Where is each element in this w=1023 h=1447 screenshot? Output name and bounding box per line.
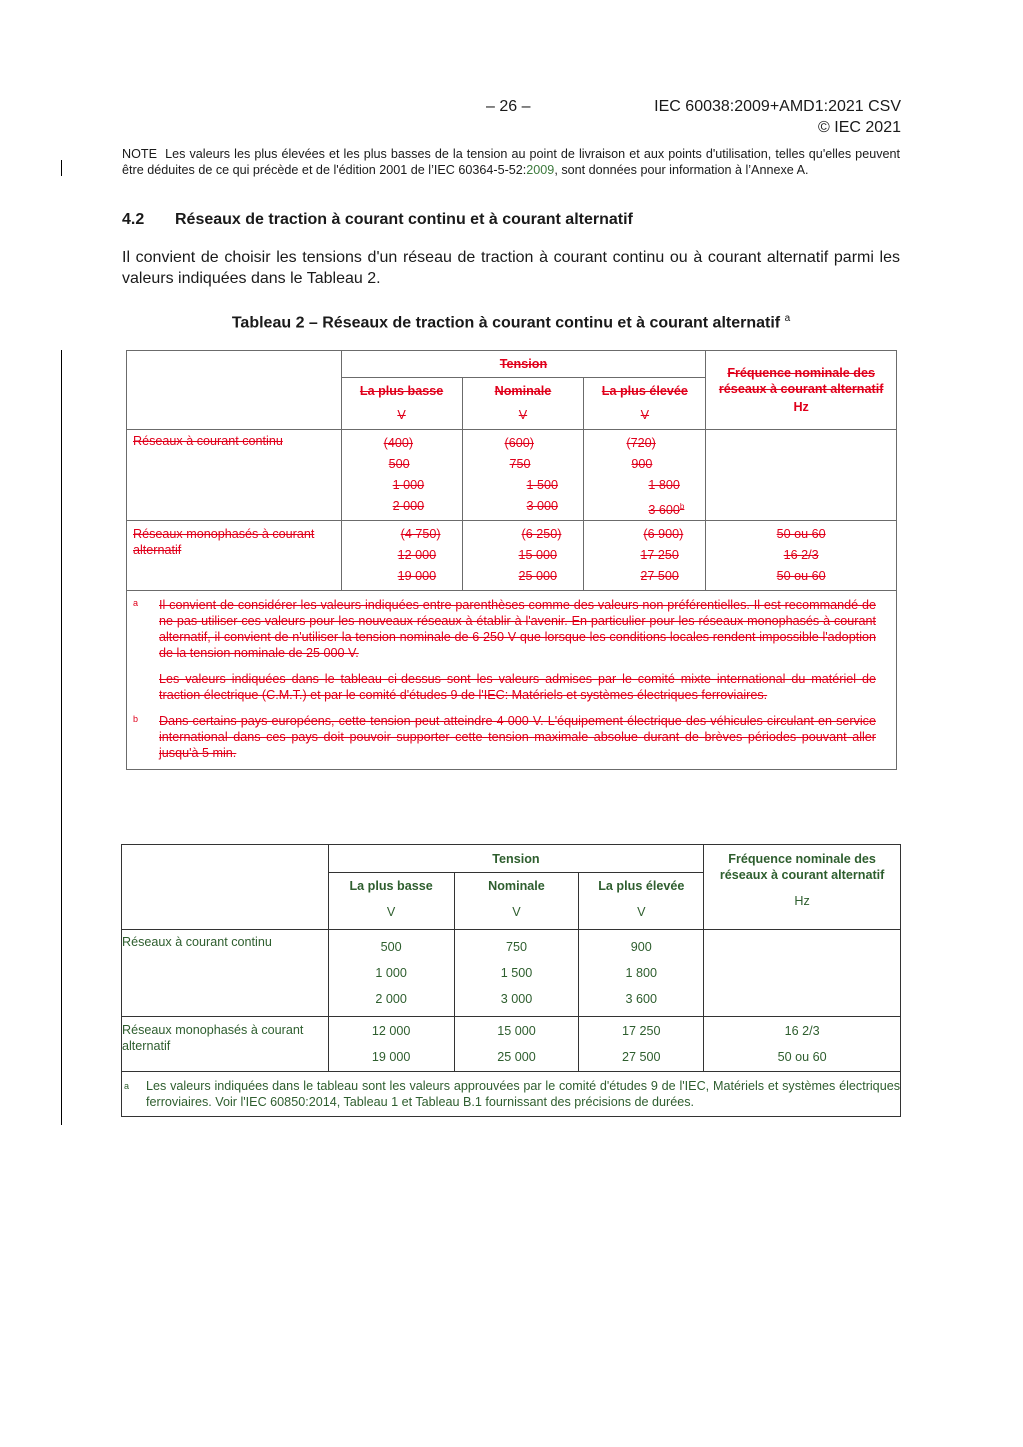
new-footnote bbox=[122, 1072, 901, 1117]
col-low-label: La plus basse bbox=[349, 879, 433, 893]
frequency-header-label: Fréquence nominale des réseaux à courant alternatif bbox=[719, 852, 885, 882]
value: (600) bbox=[504, 436, 534, 450]
unit-v: V bbox=[397, 408, 406, 422]
footnote-text: Dans certains pays européens, cette tension peut atteindre 4 000 V. L'équipement électrique des véhicules circulant en service international dans ces pays doit pouvoir supporter cette tension maximale absolue durant de brèves périodes pouvant aller jusqu'à 5 min. bbox=[159, 714, 876, 760]
table-row bbox=[122, 930, 901, 1017]
section-number: 4.2 bbox=[122, 211, 145, 228]
col-nom-label: Nominale bbox=[488, 879, 545, 893]
value: 1 500 bbox=[500, 966, 533, 980]
note-label: NOTE bbox=[122, 147, 157, 161]
row1-nom-cell bbox=[462, 430, 584, 521]
footnote-mark: a bbox=[133, 598, 139, 608]
value: (720) bbox=[626, 436, 656, 450]
footnote-text: Les valeurs indiquées dans le tableau sont les valeurs approuvées par le comité d'études 9 de l'IEC, Matériels et systèmes électriques ferroviaires. Voir l'IEC 60850:2014, Tableau 1 et Tableau B.1 fournissant des précisions de durées. bbox=[146, 1079, 900, 1109]
col-low-label: La plus basse bbox=[359, 384, 444, 398]
tension-header: Tension bbox=[328, 845, 703, 873]
table-caption-text: Tableau 2 – Réseaux de traction à courant continu et à courant alternatif bbox=[231, 314, 781, 332]
value: 1 000 bbox=[375, 966, 407, 980]
value: 15 000 bbox=[497, 1024, 536, 1038]
value: 3 600 bbox=[648, 503, 680, 518]
footnote-mark: a bbox=[124, 1081, 130, 1091]
row2-low-cell bbox=[328, 1017, 454, 1072]
col-nom-label: Nominale bbox=[494, 384, 552, 398]
new-table bbox=[121, 844, 901, 1117]
row1-high-cell bbox=[579, 930, 704, 1017]
table-row bbox=[127, 521, 897, 591]
footnote-text: Les valeurs indiquées dans le tableau ci-dessus sont les valeurs admises par le comité mixte international du matériel de traction électrique (C.M.T.) et par le comité d'études 9 de l'IEC: Matériels et systèmes électriques ferroviaires. bbox=[159, 672, 876, 702]
note-text: Les valeurs les plus élevées et les plus basses de la tension au point de livraison et aux points d'utilisation, telles qu'elles peuvent être déduites de ce qui précède et de l'édition 2001 de l’IEC 60364-5-52: bbox=[122, 147, 901, 177]
footnote-a bbox=[133, 597, 876, 661]
page-number: – 26 – bbox=[486, 98, 531, 115]
value: 2 000 bbox=[375, 992, 407, 1006]
value: 25 000 bbox=[497, 1050, 536, 1064]
row-label-dc: Réseaux à courant continu bbox=[122, 930, 329, 1017]
value: 16 2/3 bbox=[783, 548, 819, 562]
value: 50 ou 60 bbox=[776, 569, 826, 583]
row2-nom-cell bbox=[462, 521, 584, 591]
frequency-header bbox=[706, 351, 897, 430]
unit-v: V bbox=[640, 408, 650, 422]
deleted-table bbox=[126, 350, 897, 770]
value: 900 bbox=[630, 940, 652, 954]
frequency-header-label: Fréquence nominale des réseaux à courant alternatif bbox=[718, 366, 884, 396]
value: 17 250 bbox=[622, 1024, 661, 1038]
row2-freq-cell bbox=[704, 1017, 901, 1072]
row1-freq-cell bbox=[706, 430, 897, 521]
row2-low-cell bbox=[341, 521, 462, 591]
value: 1 800 bbox=[648, 478, 680, 492]
section-heading bbox=[122, 211, 633, 229]
row1-low-cell bbox=[328, 930, 454, 1017]
row-label-ac: Réseaux monophasés à courant alternatif bbox=[127, 521, 342, 591]
col-high-label: La plus élevée bbox=[598, 879, 685, 893]
value: 3 000 bbox=[526, 499, 559, 513]
value: (6 900) bbox=[643, 527, 684, 541]
empty-header-cell bbox=[122, 845, 329, 930]
empty-header-cell bbox=[127, 351, 342, 430]
change-bar-table bbox=[61, 350, 62, 1125]
value: 15 000 bbox=[518, 548, 558, 562]
row1-nom-cell bbox=[454, 930, 579, 1017]
row2-nom-cell bbox=[454, 1017, 579, 1072]
value: 19 000 bbox=[397, 569, 437, 583]
row2-high-cell bbox=[579, 1017, 704, 1072]
unit-hz: Hz bbox=[794, 894, 810, 908]
deleted-footnotes bbox=[127, 591, 897, 770]
table-caption-mark: a bbox=[784, 313, 791, 324]
value: 1 500 bbox=[526, 478, 559, 492]
value: (400) bbox=[383, 436, 414, 450]
row1-freq-cell bbox=[704, 930, 901, 1017]
value: 17 250 bbox=[640, 548, 679, 562]
value: (6 250) bbox=[521, 527, 562, 541]
footnote-a2 bbox=[133, 671, 876, 703]
value: 50 ou 60 bbox=[776, 527, 826, 541]
value: 25 000 bbox=[518, 569, 558, 583]
value: 1 800 bbox=[625, 966, 658, 980]
footnote-b bbox=[133, 713, 876, 761]
frequency-header bbox=[704, 845, 901, 930]
col-high-header bbox=[579, 873, 704, 930]
col-high-label: La plus élevée bbox=[601, 384, 688, 398]
value: 27 500 bbox=[640, 569, 679, 583]
note-text-inserted: 2009 bbox=[526, 162, 555, 177]
change-bar-note bbox=[61, 160, 62, 176]
row1-low-cell bbox=[341, 430, 462, 521]
value: 750 bbox=[505, 940, 527, 954]
note-paragraph bbox=[122, 147, 900, 179]
footnote-mark: b bbox=[133, 714, 139, 724]
col-high-header bbox=[584, 378, 706, 430]
row1-high-cell bbox=[584, 430, 706, 521]
value: 50 ou 60 bbox=[777, 1050, 827, 1064]
section-title: Réseaux de traction à courant continu et à courant alternatif bbox=[175, 211, 633, 228]
col-low-header bbox=[341, 378, 462, 430]
table-row bbox=[122, 1017, 901, 1072]
value: 3 600 bbox=[625, 992, 658, 1006]
value: 3 000 bbox=[500, 992, 533, 1006]
unit-v: V bbox=[386, 905, 396, 919]
col-low-header bbox=[328, 873, 454, 930]
note-text-end: , sont données pour information à l’Annexe A. bbox=[554, 162, 809, 177]
value: 750 bbox=[509, 457, 531, 471]
value: 27 500 bbox=[622, 1050, 661, 1064]
row2-freq-cell bbox=[706, 521, 897, 591]
unit-hz: Hz bbox=[793, 400, 809, 414]
value: 900 bbox=[631, 457, 653, 471]
footnote-ref-b: b bbox=[679, 502, 685, 511]
section-paragraph: Il convient de choisir les tensions d'un réseau de traction à courant continu ou à courant alternatif parmi les valeurs indiquées dans le Tableau 2. bbox=[122, 249, 900, 287]
value: (4 750) bbox=[400, 527, 441, 541]
table-row bbox=[127, 430, 897, 521]
value: 2 000 bbox=[392, 499, 425, 513]
col-nom-header bbox=[454, 873, 579, 930]
unit-v: V bbox=[518, 408, 528, 422]
value: 500 bbox=[388, 457, 410, 471]
value: 1 000 bbox=[392, 478, 425, 492]
value: 500 bbox=[380, 940, 402, 954]
value: 12 000 bbox=[397, 548, 437, 562]
value: 16 2/3 bbox=[784, 1024, 820, 1038]
row-label-dc: Réseaux à courant continu bbox=[127, 430, 342, 521]
unit-v: V bbox=[637, 905, 646, 919]
copyright: © IEC 2021 bbox=[818, 119, 901, 136]
table-caption bbox=[122, 313, 900, 332]
value: 19 000 bbox=[371, 1050, 411, 1064]
unit-v: V bbox=[512, 905, 521, 919]
value: 12 000 bbox=[371, 1024, 411, 1038]
footnote-text: Il convient de considérer les valeurs indiquées entre parenthèses comme des valeurs non préférentielles. Il est recommandé de ne pas utiliser ces valeurs pour les nouveaux réseaux à établir à l'avenir. En particulier pour les réseaux monophasés à courant alternatif, il convient de n'utiliser la tension nominale de 6 250 V que lorsque les conditions locales rendent impossible l'adoption de la tension nominale de 25 000 V. bbox=[159, 598, 876, 660]
col-nom-header bbox=[462, 378, 584, 430]
document-id: IEC 60038:2009+AMD1:2021 CSV bbox=[654, 98, 901, 115]
row-label-ac: Réseaux monophasés à courant alternatif bbox=[122, 1017, 329, 1072]
tension-header: Tension bbox=[341, 351, 706, 378]
row2-high-cell bbox=[584, 521, 706, 591]
